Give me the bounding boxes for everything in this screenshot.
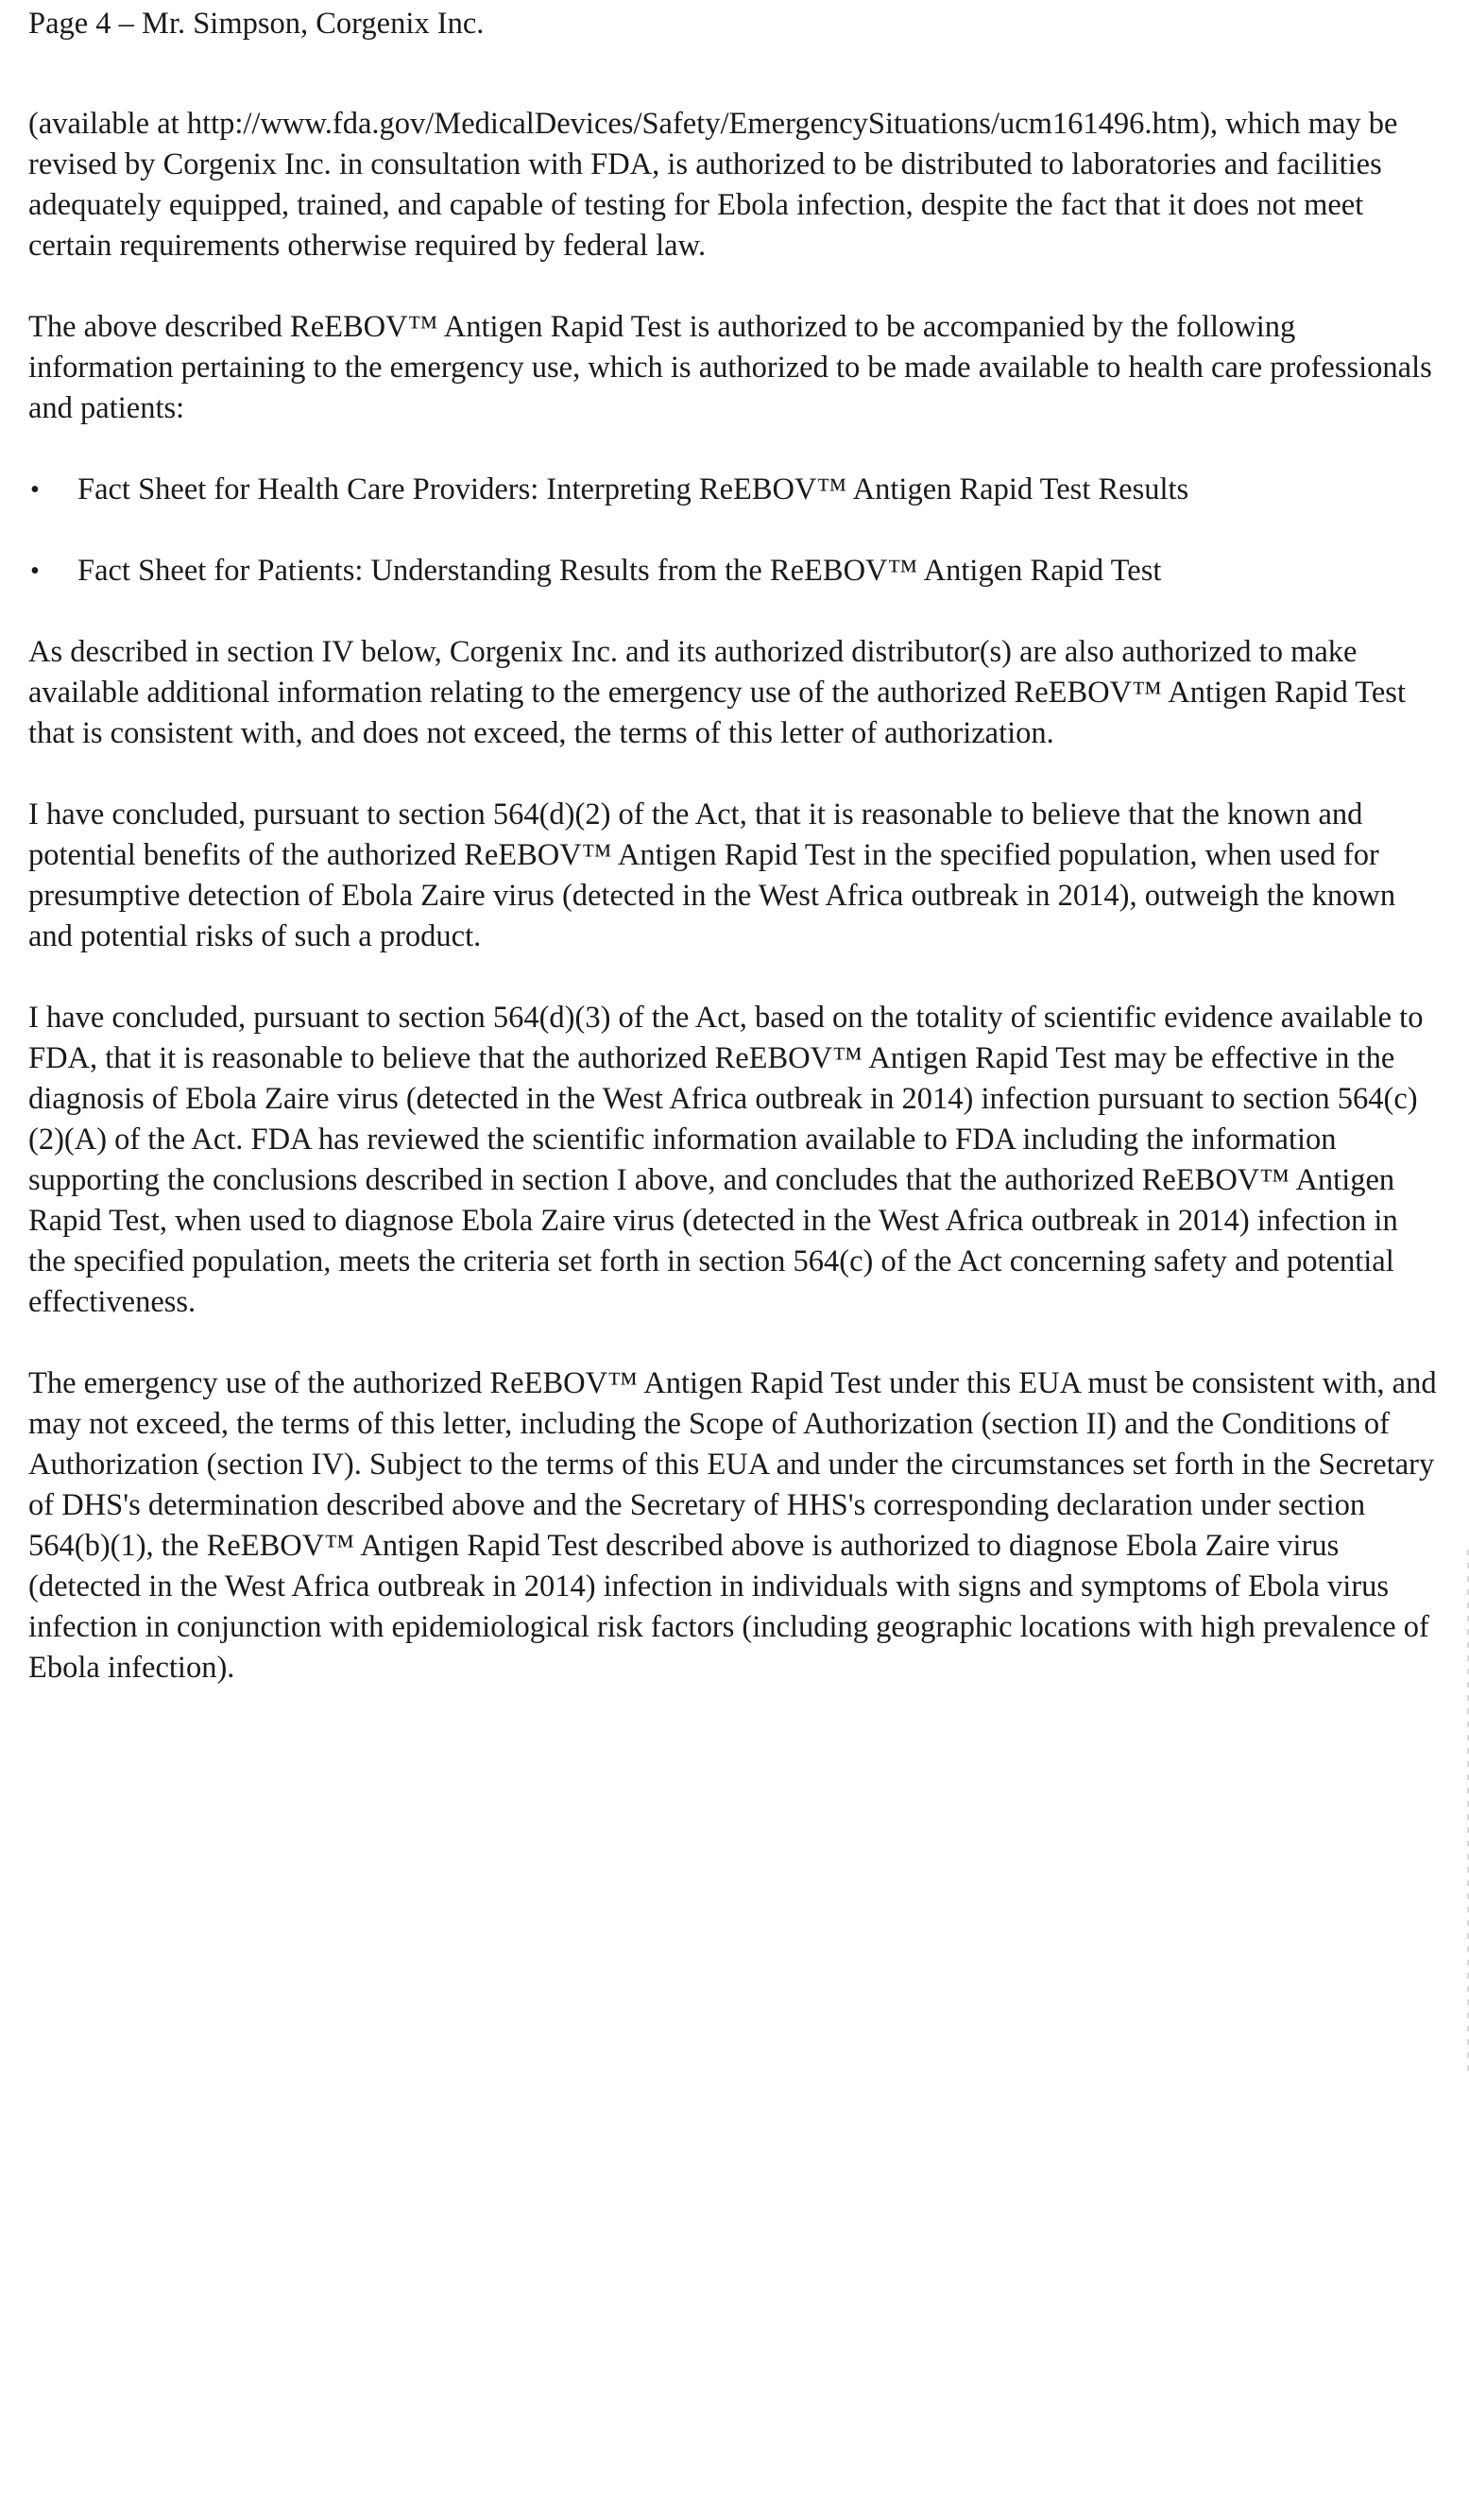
paragraph-effectiveness-conclusion: I have concluded, pursuant to section 564(d)(3) of the Act, based on the totality of scientific evidence available to FDA, that it is reasonable to believe that the authorized ReEBOV™ Antigen Rapid Test may be effective in the diagnosis of Ebola Zaire virus (detected in the West Africa outbreak in 2014) infection pursuant to section 564(c)(2)(A) of the Act. FDA has reviewed the scientific information available to FDA including the information supporting the conclusions described in section I above, and concludes that the authorized ReEBOV™ Antigen Rapid Test, when used to diagnose Ebola Zaire virus (detected in the West Africa outbreak in 2014) infection in the specified population, meets the criteria set forth in section 564(c) of the Act concerning safety and potential effectiveness.: [28, 1001, 1424, 1319]
list-item: [28, 470, 1441, 510]
letter-body: [28, 104, 1441, 1729]
fact-sheet-providers: Fact Sheet for Health Care Providers: Interpreting ReEBOV™ Antigen Rapid Test Results: [77, 472, 1189, 506]
paragraph-additional-info: As described in section IV below, Corgenix Inc. and its authorized distributor(s) are also authorized to make available additional information relating to the emergency use of the authorized ReEBOV™ Antigen Rapid Test that is consistent with, and does not exceed, the terms of this letter of authorization.: [28, 635, 1406, 750]
bullet-icon: •: [30, 557, 40, 586]
paragraph-distribution: (available at http://www.fda.gov/MedicalDevices/Safety/EmergencySituations/ucm161496.htm), which may be revised by Corgenix Inc. in consultation with FDA, is authorized to be distributed to laboratories and facilities adequately equipped, trained, and capable of testing for Ebola infection, despite the fact that it does not meet certain requirements otherwise required by federal law.: [28, 107, 1398, 263]
paragraph-accompanying-info: The above described ReEBOV™ Antigen Rapid Test is authorized to be accompanied by the following information pertaining to the emergency use, which is authorized to be made available to health care professionals and patients:: [28, 310, 1432, 425]
page-header: Page 4 – Mr. Simpson, Corgenix Inc.: [28, 7, 485, 41]
fact-sheet-list: [28, 470, 1441, 591]
paragraph-benefits-conclusion: I have concluded, pursuant to section 564(d)(2) of the Act, that it is reasonable to believe that the known and potential benefits of the authorized ReEBOV™ Antigen Rapid Test in the specified population, when used for presumptive detection of Ebola Zaire virus (detected in the West Africa outbreak in 2014), outweigh the known and potential risks of such a product.: [28, 797, 1396, 953]
paragraph-emergency-use-terms: The emergency use of the authorized ReEBOV™ Antigen Rapid Test under this EUA must be consistent with, and may not exceed, the terms of this letter, including the Scope of Authorization (section II) and the Conditions of Authorization (section IV). Subject to the terms of this EUA and under the circumstances set forth in the Secretary of DHS's determination described above and the Secretary of HHS's corresponding declaration under section 564(b)(1), the ReEBOV™ Antigen Rapid Test described above is authorized to diagnose Ebola Zaire virus (detected in the West Africa outbreak in 2014) infection in individuals with signs and symptoms of Ebola virus infection in conjunction with epidemiological risk factors (including geographic locations with high prevalence of Ebola infection).: [28, 1366, 1437, 1685]
bullet-icon: •: [30, 475, 40, 505]
list-item: [28, 551, 1441, 591]
fact-sheet-patients: Fact Sheet for Patients: Understanding Results from the ReEBOV™ Antigen Rapid Test: [77, 554, 1162, 588]
